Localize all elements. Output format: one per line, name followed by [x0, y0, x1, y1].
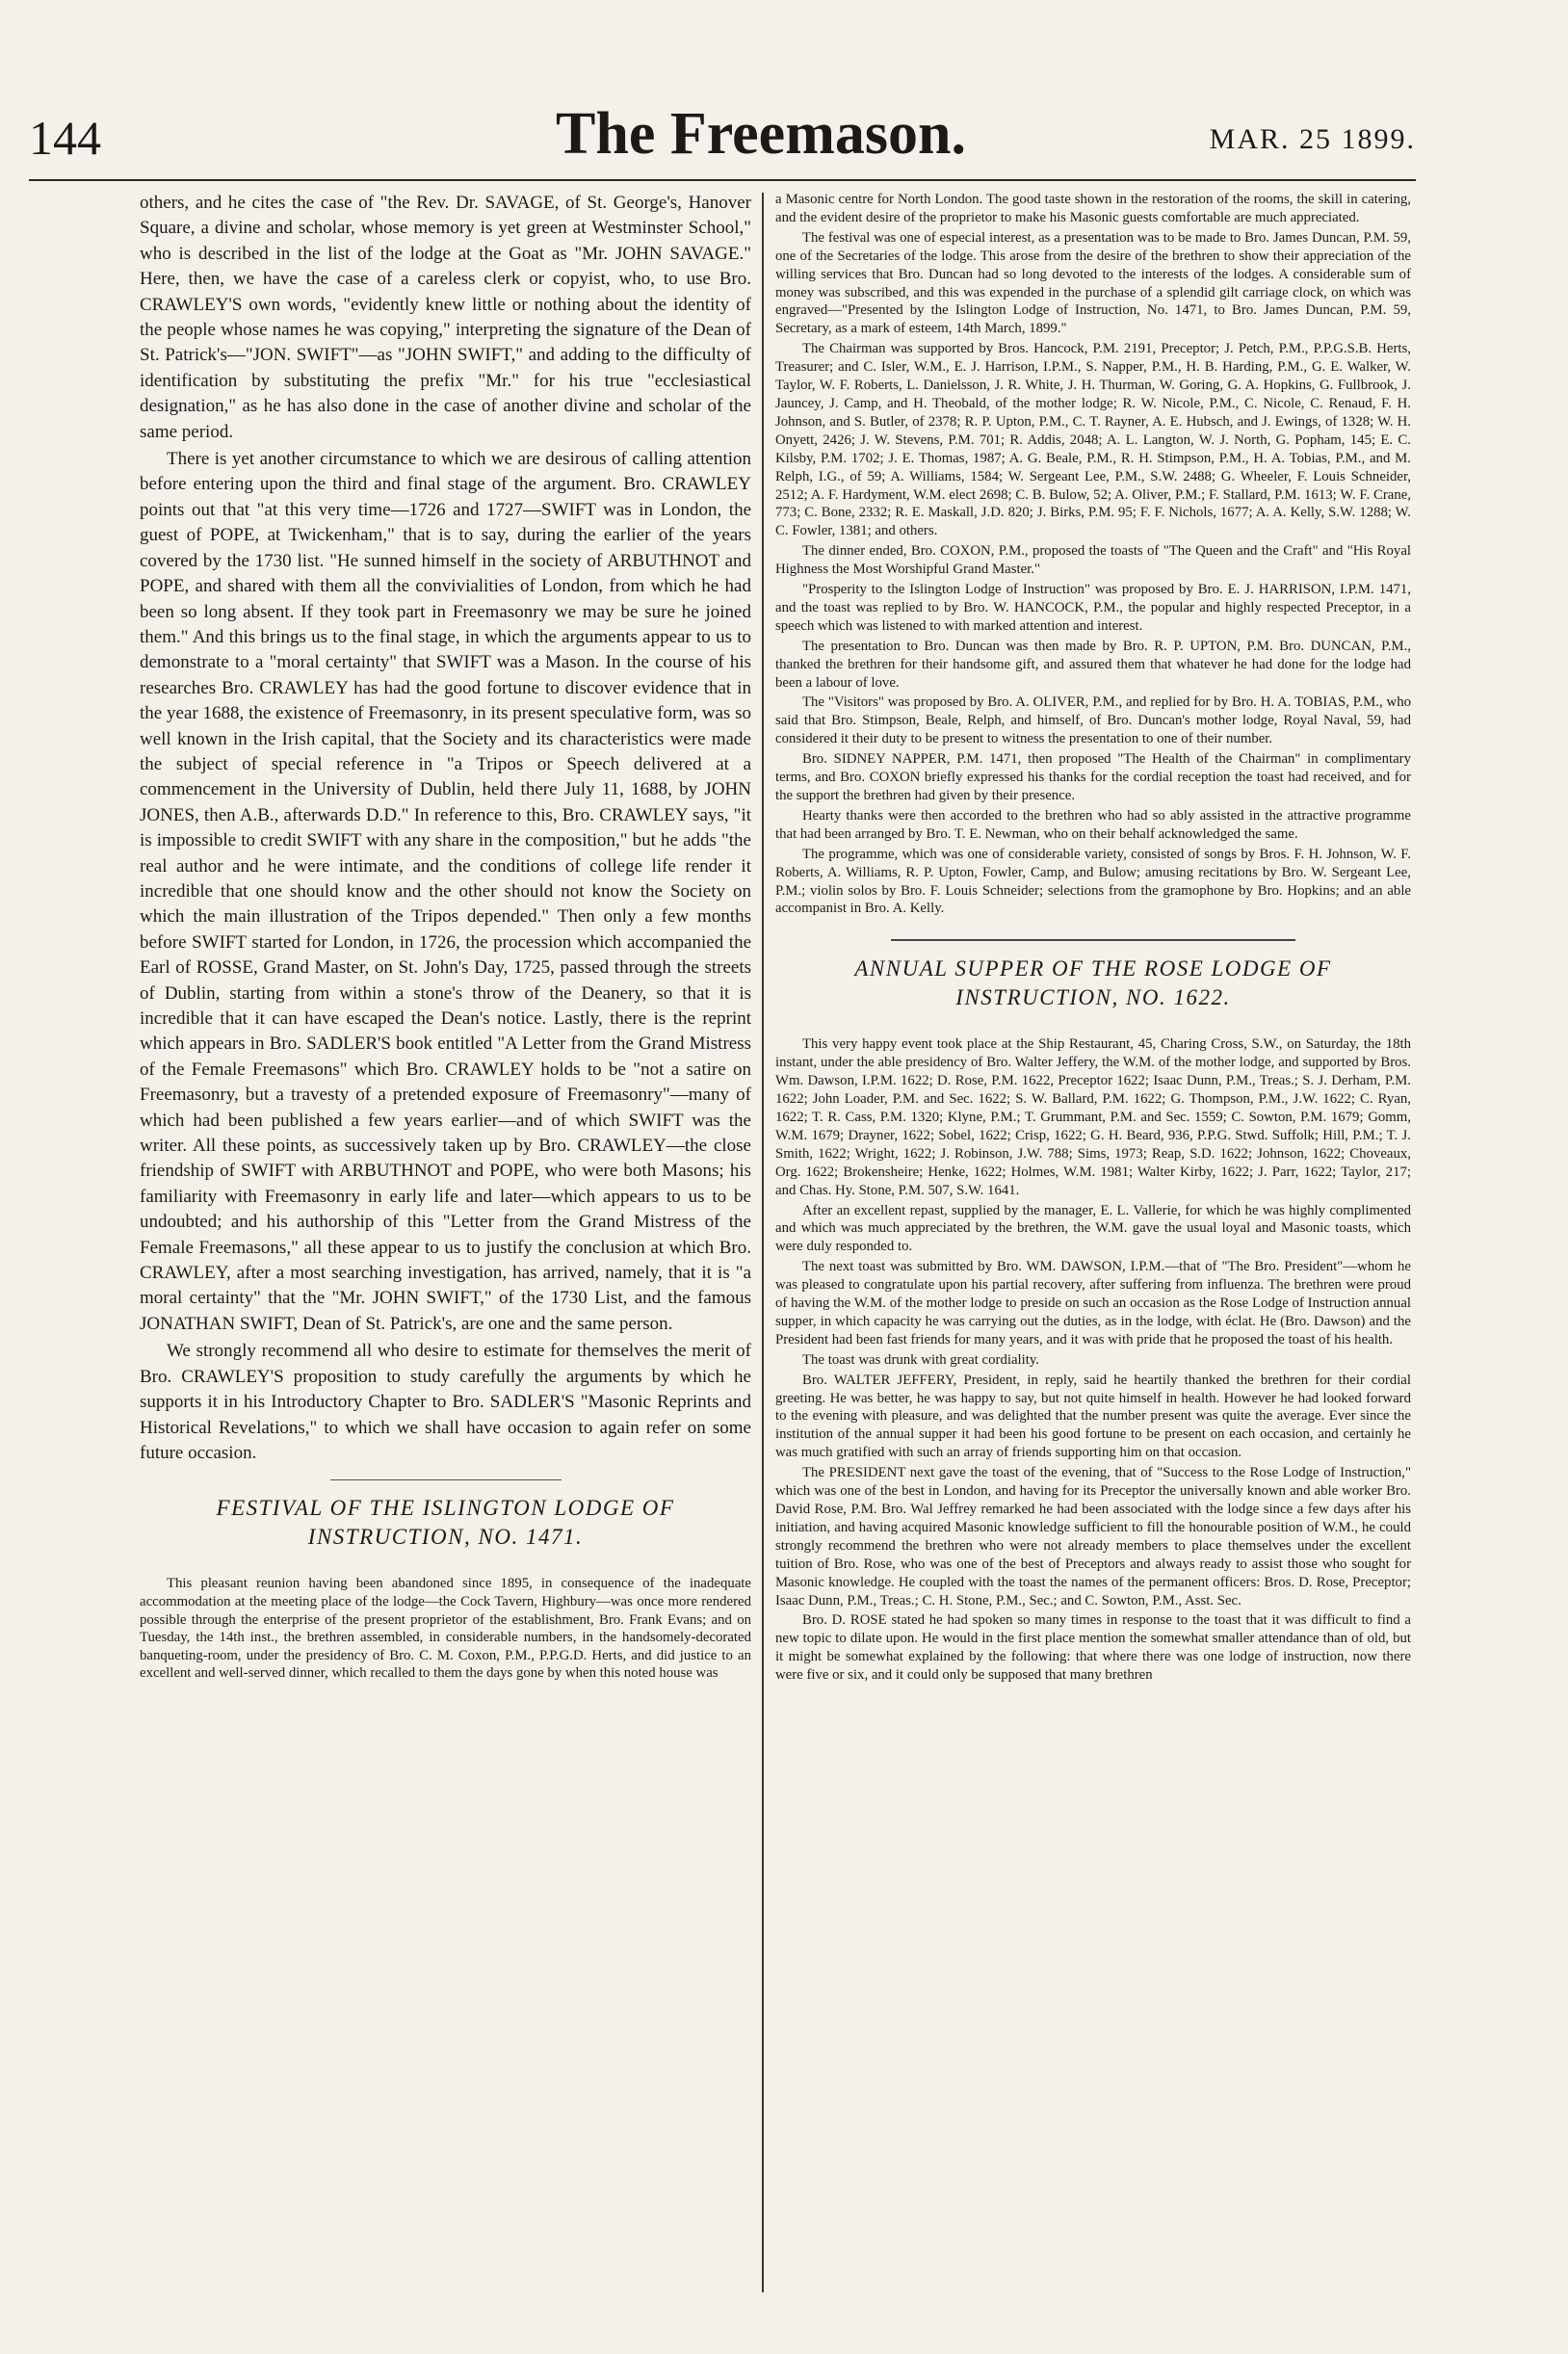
report-paragraph: a Masonic centre for North London. The good taste shown in the restoration of the rooms, the skill in catering, and the evident desire of the proprietor to make his Masonic guests comfortable are much appreciated.	[775, 192, 1411, 225]
festival-paragraph: This pleasant reunion having been abandoned since 1895, in consequence of the inadequate accommodation at the meeting place of the lodge—the Cock Tavern, Highbury—was once more rendered possible through the enterprise of the present proprietor of the establishment, Bro. Frank Evans; and on Tuesday, the 14th inst., the brethren assembled, in considerable numbers, in the handsomely-decorated banqueting-room, under the presidency of Bro. C. M. Coxon, P.M., P.P.G.D. Herts, and did justice to an excellent and well-served dinner, which recalled to them the days gone by when this noted house was	[140, 1576, 751, 1682]
report-paragraph: Hearty thanks were then accorded to the brethren who had so ably assisted in the attractive programme that had been arranged by Bro. T. E. Newman, who on their behalf acknowledged the same.	[775, 807, 1411, 842]
section-divider	[891, 939, 1295, 941]
publication-title: The Freemason.	[556, 101, 966, 167]
column-rule	[762, 193, 764, 2292]
right-column	[775, 191, 1411, 2339]
header-rule	[29, 179, 1416, 181]
masthead	[29, 96, 1416, 183]
page-number: 144	[29, 111, 101, 165]
report-paragraph: This very happy event took place at the Ship Restaurant, 45, Charing Cross, S.W., on Saturday, the 18th instant, under the able presidency of Bro. Walter Jeffery, the W.M. of the mother lodge, and supported by Bros. Wm. Dawson, I.P.M. 1622; D. Rose, P.M. 1622, Preceptor 1622; Isaac Dunn, P.M., Treas.; S. J. Derham, P.M. 1622; John Loader, P.M. and Sec. 1622; S. W. Ballard, P.M. 1622; G. Thompson, P.M., J.W. 1622; C. Ryan, 1622; T. R. Cass, P.M. 1320; Klyne, P.M.; T. Grummant, P.M. and Sec. 1559; C. Sowton, P.M. 1679; Gomm, W.M. 1679; Drayner, 1622; Sobel, 1622; Crisp, 1622; G. H. Beard, 936, P.P.G. Stwd. Suffolk; Hill, P.M.; T. J. Smith, 1622; Wright, 1622; J. Robinson, J.W. 788; Sims, 1973; Reap, S.D. 1622; Johnson, 1622; Choveaux, Org. 1622; Brokensheire; Henke, 1622; Holmes, W.M. 1981; Walter Kirby, 1622; J. Parr, 1622; Taylor, 217; and Chas. Hy. Stone, P.M. 507, S.W. 1641.	[775, 1036, 1411, 1198]
festival-heading: FESTIVAL OF THE ISLINGTON LODGE OF INSTRUCTION, NO. 1471.	[216, 1496, 675, 1550]
section-divider	[330, 1479, 562, 1480]
report-paragraph: The next toast was submitted by Bro. WM. DAWSON, I.P.M.—that of "The Bro. President"—whom he was pleased to congratulate upon his partial recovery, after suffering from influenza. The brethren were proud of having the W.M. of the mother lodge to preside on such an occasion as the Rose Lodge of Instruction annual supper, in which capacity he was carrying out the duties, as in the lodge, with éclat. He (Bro. Dawson) and the President had been fast friends for many years, and it was with pride that he proposed the toast of his health.	[775, 1259, 1411, 1347]
article-paragraph: others, and he cites the case of "the Rev. Dr. SAVAGE, of St. George's, Hanover Square, a divine and scholar, whose memory is yet green at Westminster School," who is described in the list of the lodge at the Goat as "Mr. JOHN SAVAGE." Here, then, we have the case of a careless clerk or copyist, who, to use Bro. CRAWLEY'S own words, "evidently knew little or nothing about the identity of the people whose names he was copying," interpreting the signature of the Dean of St. Patrick's—"JON. SWIFT"—as "JOHN SWIFT," and adding to the difficulty of identification by substituting the prefix "Mr." for his true "ecclesiastical designation," as he has also done in the case of another divine and scholar of the same period.	[140, 193, 751, 442]
report-paragraph: The "Visitors" was proposed by Bro. A. OLIVER, P.M., and replied for by Bro. H. A. TOBIAS, P.M., who said that Bro. Stimpson, Beale, Relph, and himself, of Bro. Duncan's mother lodge, Royal Naval, 59, had considered it their duty to be present to witness the presentation to one of their number.	[775, 694, 1411, 747]
report-paragraph: The Chairman was supported by Bros. Hancock, P.M. 2191, Preceptor; J. Petch, P.M., P.P.G.S.B. Herts, Treasurer; and C. Isler, W.M., E. J. Harrison, I.P.M., S. Napper, P.M., H. B. Harding, P.M., G. E. Walker, W. Taylor, W. F. Roberts, L. Danielsson, J. R. White, J. H. Thurman, W. Goring, G. A. Hopkins, G. Fullbrook, J. Jauncey, J. Camp, and H. Theobald, of the mother lodge; R. W. Nicole, P.M., C. Nicole, C. Renaud, F. H. Johnson, and S. Butler, of 2378; R. P. Upton, P.M., C. T. Rayner, A. E. Hubsch, and J. Ewings, of 1328; W. H. Onyett, 2426; J. W. Stevens, P.M. 701; R. Addis, 2048; A. L. Langton, W. J. North, G. Popham, 145; E. C. Kilsby, P.M. 1702; J. E. Thomas, 1987; A. G. Beale, P.M., R. H. Stimpson, P.M., H. A. Tobias, P.M., and M. Relph, I.G., of 59; A. Williams, 1584; W. Sergeant Lee, P.M., S.W. 2488; G. Wheeler, F. Louis Schneider, 2512; A. F. Hardyment, W.M. elect 2698; C. B. Bulow, 52; A. Oliver, P.M.; F. Stallard, P.M. 1613; W. F. Crane, 773; C. Bone, 2332; R. E. Maskall, J.D. 820; J. Birks, P.M. 95; F. F. Nichols, 1677; A. A. Kelly, S.W. 1288; W. C. Fowler, 1381; and others.	[775, 341, 1411, 539]
report-paragraph: The programme, which was one of considerable variety, consisted of songs by Bros. F. H. Johnson, W. F. Roberts, A. Williams, R. P. Upton, Fowler, Camp, and Bulow; amusing recitations by Bro. W. Sergeant Lee, P.M.; violin solos by Bro. F. Louis Schneider; selections from the gramophone by Bro. Hopkins; and an able accompanist in Bro. A. Kelly.	[775, 846, 1411, 917]
report-paragraph: The presentation to Bro. Duncan was then made by Bro. R. P. UPTON, P.M. Bro. DUNCAN, P.M., thanked the brethren for their handsome gift, and assured them that whatever he had done for the lodge had been a labour of love.	[775, 638, 1411, 691]
report-paragraph: "Prosperity to the Islington Lodge of Instruction" was proposed by Bro. E. J. HARRISON, I.P.M. 1471, and the toast was replied to by Bro. W. HANCOCK, P.M., the popular and highly respected Preceptor, in a speech which was listened to with marked attention and interest.	[775, 582, 1411, 634]
issue-date: MAR. 25 1899.	[1209, 123, 1416, 155]
left-column	[140, 191, 751, 2339]
rose-lodge-heading: ANNUAL SUPPER OF THE ROSE LODGE OF INSTRUCTION, NO. 1622.	[854, 956, 1332, 1010]
report-paragraph: The PRESIDENT next gave the toast of the evening, that of "Success to the Rose Lodge of Instruction," which was one of the best in London, and having for its Preceptor the universally known and able worker Bro. David Rose, P.M. Bro. Wal Jeffrey remarked he had been associated with the lodge since a few days after his initiation, and having acquired Masonic knowledge sufficient to fill the honourable position of W.M., he could strongly recommend the brethren who were not already members to place themselves under the excellent tuition of Bro. Rose, who was one of the best of Preceptors and always ready to assist those who sought for Masonic knowledge. He coupled with the toast the names of the permanent officers: Bros. D. Rose, Preceptor; Isaac Dunn, P.M., Treas.; C. H. Stone, P.M., Sec.; and C. Sowton, P.M., Asst. Sec.	[775, 1465, 1411, 1609]
report-paragraph: Bro. WALTER JEFFERY, President, in reply, said he heartily thanked the brethren for their cordial greeting. He was better, he was happy to say, but not quite himself in health. However he had looked forward to the evening with pleasure, and was delighted that the number present was quite the average. Ever since the institution of the annual supper it had been his good fortune to be present on each occasion, and certainly he was much gratified with such an array of friends supporting him on that occasion.	[775, 1372, 1411, 1461]
report-paragraph: Bro. D. ROSE stated he had spoken so many times in response to the toast that it was difficult to find a new topic to dilate upon. He would in the first place mention the somewhat smaller attendance than of old, but it might be somewhat explained by the following: that where there was one lodge of instruction, now there were five or six, and it could only be supposed that many brethren	[775, 1612, 1411, 1684]
report-paragraph: The toast was drunk with great cordiality.	[802, 1351, 1039, 1368]
report-paragraph: The festival was one of especial interest, as a presentation was to be made to Bro. James Duncan, P.M. 59, one of the Secretaries of the lodge. This arose from the desire of the brethren to show their appreciation of the willing services that Bro. Duncan had so long devoted to the interests of the lodges. A considerable sum of money was subscribed, and this was expended in the purchase of a splendid gilt carriage clock, on which was engraved—"Presented by the Islington Lodge of Instruction, No. 1471, to Bro. James Duncan, P.M. 59, Secretary, as a mark of esteem, 14th March, 1899."	[775, 229, 1411, 337]
article-paragraph: There is yet another circumstance to which we are desirous of calling attention before entering upon the third and final stage of the argument. Bro. CRAWLEY points out that "at this very time—1726 and 1727—SWIFT was in London, the guest of POPE, at Twickenham," that is to say, during the earlier of the years covered by the 1730 list. "He sunned himself in the society of ARBUTHNOT and POPE, and shared with them all the convivialities of London, from which he had been so long absent. If they took part in Freemasonry we may be sure he joined them." And this brings us to the final stage, in which the arguments appear to us to demonstrate to a "moral certainty" that SWIFT was a Mason. In the course of his researches Bro. CRAWLEY has had the good fortune to discover evidence that in the year 1688, the existence of Freemasonry, in its present speculative form, was so well known in the Irish capital, that the Society and its characteristics were made the subject of special reference in "a Tripos or Speech delivered at a commencement in the University of Dublin, held there July 11, 1688, by JOHN JONES, then A.B., afterwards D.D." In reference to this, Bro. CRAWLEY says, "it is impossible to credit SWIFT with any share in the composition," but he adds "the real author and he were intimate, and the conditions of college life render it incredible that one should know and the other should not know the Society on which the main illustration of the Tripos depended." Then only a few months before SWIFT started for London, in 1726, the procession which accompanied the Earl of ROSSE, Grand Master, on St. John's Day, 1725, passed through the streets of Dublin, starting from within a stone's throw of the Deanery, so that it is incredible that it can have escaped the Dean's notice. Lastly, there is the reprint which appears in Bro. SADLER'S book entitled "A Letter from the Grand Mistress of the Female Freemasons" which Bro. CRAWLEY holds to be "not a satire on Freemasonry, but a travesty of a pretended exposure of Freemasonry"—many of which had been published a few years earlier—and of which SWIFT was the writer. All these points, as successively taken up by Bro. CRAWLEY—the close friendship of SWIFT with ARBUTHNOT and POPE, who were both Masons; his familiarity with Freemasonry in early life and later—which appears to us to be undoubted; and his authorship of this "Letter from the Grand Mistress of the Female Freemasons," all these appear to us to justify the conclusion at which Bro. CRAWLEY, after a most searching investigation, has arrived, namely, that it is "a moral certainty" that the "Mr. JOHN SWIFT," of the 1730 List, and the famous JONATHAN SWIFT, Dean of St. Patrick's, are one and the same person.	[140, 449, 751, 1334]
report-paragraph: After an excellent repast, supplied by the manager, E. L. Vallerie, for which he was highly complimented and which was much appreciated by the brethren, the W.M. gave the usual loyal and Masonic toasts, which were duly responded to.	[775, 1202, 1411, 1255]
report-paragraph: Bro. SIDNEY NAPPER, P.M. 1471, then proposed "The Health of the Chairman" in complimentary terms, and Bro. COXON briefly expressed his thanks for the cordial reception the toast had received, and for the support the brethren had given by their presence.	[775, 751, 1411, 803]
article-paragraph: We strongly recommend all who desire to estimate for themselves the merit of Bro. CRAWLEY'S proposition to study carefully the arguments by which he supports it in his Introductory Chapter to Bro. SADLER'S "Masonic Reprints and Historical Revelations," to which we shall have occasion to again refer on some future occasion.	[140, 1341, 751, 1463]
report-paragraph: The dinner ended, Bro. COXON, P.M., proposed the toasts of "The Queen and the Craft" and "His Royal Highness the Most Worshipful Grand Master."	[775, 543, 1411, 578]
